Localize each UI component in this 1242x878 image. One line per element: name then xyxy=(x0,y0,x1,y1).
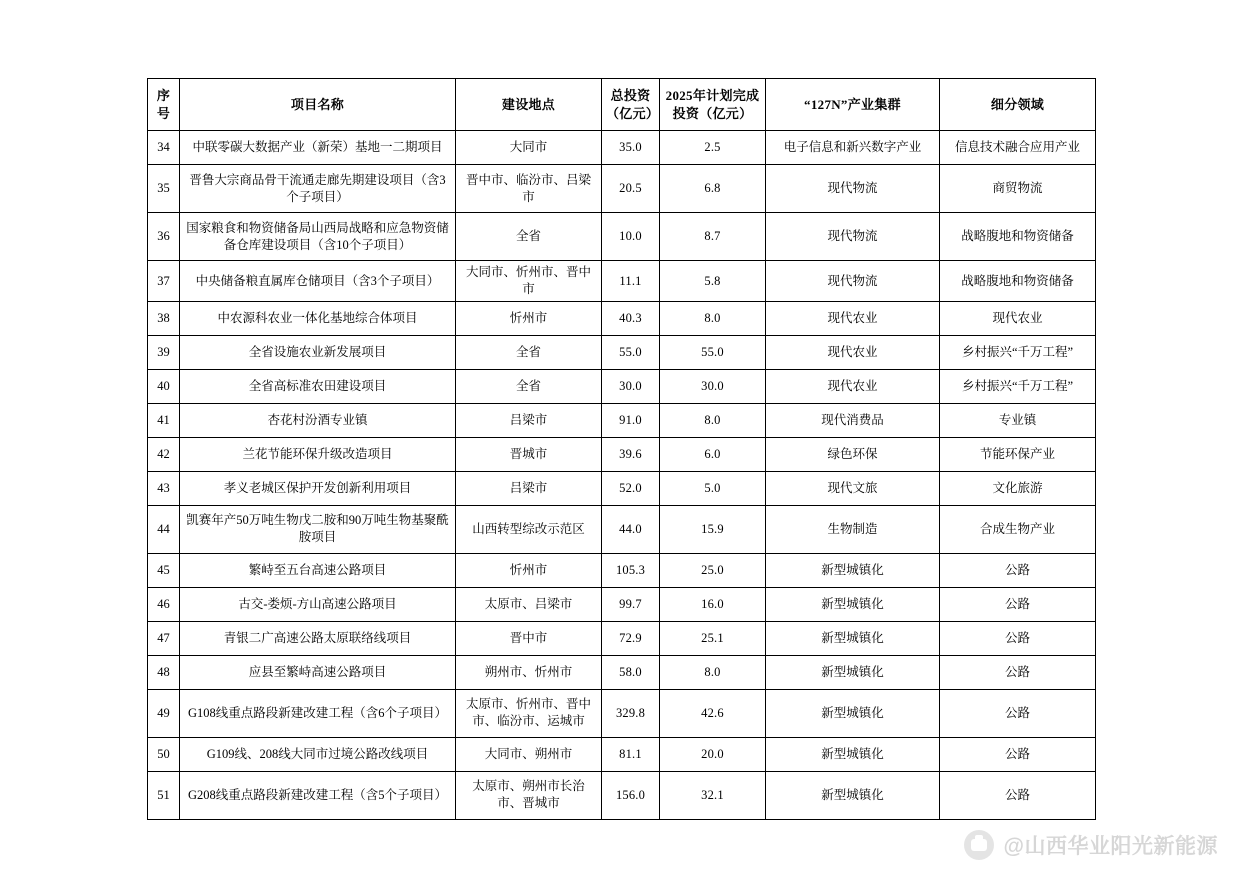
cell-project-name: G208线重点路段新建改建工程（含5个子项目） xyxy=(180,771,456,819)
cell-project-name: 晋鲁大宗商品骨干流通走廊先期建设项目（含3个子项目） xyxy=(180,165,456,213)
cell-plan-investment: 42.6 xyxy=(660,689,766,737)
cell-cluster: 绿色环保 xyxy=(766,437,940,471)
cell-field: 合成生物产业 xyxy=(940,505,1096,553)
cell-plan-investment: 20.0 xyxy=(660,737,766,771)
cell-field: 乡村振兴“千万工程” xyxy=(940,369,1096,403)
cell-seq: 38 xyxy=(148,301,180,335)
cell-seq: 42 xyxy=(148,437,180,471)
projects-table xyxy=(147,78,1096,820)
cell-total-investment: 10.0 xyxy=(602,213,660,261)
cell-seq: 40 xyxy=(148,369,180,403)
cell-place: 太原市、朔州市长治市、晋城市 xyxy=(456,771,602,819)
cell-field: 现代农业 xyxy=(940,301,1096,335)
cell-project-name: 国家粮食和物资储备局山西局战略和应急物资储备仓库建设项目（含10个子项目） xyxy=(180,213,456,261)
cell-total-investment: 40.3 xyxy=(602,301,660,335)
cell-project-name: 杏花村汾酒专业镇 xyxy=(180,403,456,437)
cell-seq: 46 xyxy=(148,587,180,621)
cell-seq: 36 xyxy=(148,213,180,261)
cell-project-name: 中农源科农业一体化基地综合体项目 xyxy=(180,301,456,335)
cell-seq: 39 xyxy=(148,335,180,369)
cell-seq: 44 xyxy=(148,505,180,553)
cell-project-name: 应县至繁峙高速公路项目 xyxy=(180,655,456,689)
cell-plan-investment: 8.0 xyxy=(660,655,766,689)
column-header-name: 项目名称 xyxy=(180,79,456,131)
cell-cluster: 现代文旅 xyxy=(766,471,940,505)
cell-total-investment: 39.6 xyxy=(602,437,660,471)
cell-total-investment: 44.0 xyxy=(602,505,660,553)
cell-cluster: 生物制造 xyxy=(766,505,940,553)
table-row xyxy=(148,131,1096,165)
cell-field: 公路 xyxy=(940,689,1096,737)
cell-field: 乡村振兴“千万工程” xyxy=(940,335,1096,369)
cell-project-name: 兰花节能环保升级改造项目 xyxy=(180,437,456,471)
column-header-total-investment: 总投资（亿元） xyxy=(602,79,660,131)
cell-plan-investment: 5.0 xyxy=(660,471,766,505)
cell-plan-investment: 55.0 xyxy=(660,335,766,369)
cell-total-investment: 35.0 xyxy=(602,131,660,165)
cell-seq: 35 xyxy=(148,165,180,213)
cell-plan-investment: 6.0 xyxy=(660,437,766,471)
table-row xyxy=(148,369,1096,403)
cell-project-name: G108线重点路段新建改建工程（含6个子项目） xyxy=(180,689,456,737)
cell-cluster: 现代物流 xyxy=(766,165,940,213)
cell-field: 专业镇 xyxy=(940,403,1096,437)
cell-plan-investment: 5.8 xyxy=(660,261,766,302)
cell-plan-investment: 30.0 xyxy=(660,369,766,403)
column-header-field: 细分领域 xyxy=(940,79,1096,131)
cell-project-name: 凯赛年产50万吨生物戊二胺和90万吨生物基聚酰胺项目 xyxy=(180,505,456,553)
cell-total-investment: 20.5 xyxy=(602,165,660,213)
cell-field: 文化旅游 xyxy=(940,471,1096,505)
cell-seq: 48 xyxy=(148,655,180,689)
cell-cluster: 新型城镇化 xyxy=(766,655,940,689)
cell-cluster: 现代农业 xyxy=(766,369,940,403)
cell-cluster: 现代消费品 xyxy=(766,403,940,437)
cell-place: 太原市、忻州市、晋中市、临汾市、运城市 xyxy=(456,689,602,737)
table-body xyxy=(148,131,1096,820)
cell-project-name: 繁峙至五台高速公路项目 xyxy=(180,553,456,587)
cell-plan-investment: 32.1 xyxy=(660,771,766,819)
table-row xyxy=(148,689,1096,737)
table-row xyxy=(148,621,1096,655)
cell-cluster: 新型城镇化 xyxy=(766,737,940,771)
cell-total-investment: 11.1 xyxy=(602,261,660,302)
cell-plan-investment: 8.0 xyxy=(660,403,766,437)
cell-project-name: 中央储备粮直属库仓储项目（含3个子项目） xyxy=(180,261,456,302)
table-row xyxy=(148,165,1096,213)
table-row xyxy=(148,655,1096,689)
cell-field: 公路 xyxy=(940,655,1096,689)
cell-field: 公路 xyxy=(940,587,1096,621)
cell-total-investment: 52.0 xyxy=(602,471,660,505)
cell-place: 山西转型综改示范区 xyxy=(456,505,602,553)
cell-place: 大同市 xyxy=(456,131,602,165)
cell-cluster: 现代物流 xyxy=(766,261,940,302)
table-row xyxy=(148,261,1096,302)
table-row xyxy=(148,471,1096,505)
watermark-handle: @山西华业阳光新能源 xyxy=(1003,835,1218,858)
cell-plan-investment: 8.7 xyxy=(660,213,766,261)
cell-plan-investment: 16.0 xyxy=(660,587,766,621)
cell-plan-investment: 25.0 xyxy=(660,553,766,587)
cell-place: 晋中市 xyxy=(456,621,602,655)
cell-place: 晋城市 xyxy=(456,437,602,471)
cell-cluster: 现代物流 xyxy=(766,213,940,261)
cell-cluster: 新型城镇化 xyxy=(766,587,940,621)
cell-place: 大同市、朔州市 xyxy=(456,737,602,771)
table-row xyxy=(148,771,1096,819)
cell-place: 忻州市 xyxy=(456,553,602,587)
cell-field: 节能环保产业 xyxy=(940,437,1096,471)
cell-seq: 45 xyxy=(148,553,180,587)
weibo-logo-icon xyxy=(964,830,994,860)
cell-total-investment: 105.3 xyxy=(602,553,660,587)
cell-project-name: 全省高标准农田建设项目 xyxy=(180,369,456,403)
cell-cluster: 现代农业 xyxy=(766,335,940,369)
cell-place: 朔州市、忻州市 xyxy=(456,655,602,689)
cell-field: 公路 xyxy=(940,771,1096,819)
cell-cluster: 新型城镇化 xyxy=(766,771,940,819)
cell-total-investment: 99.7 xyxy=(602,587,660,621)
cell-project-name: 古交-娄烦-方山高速公路项目 xyxy=(180,587,456,621)
cell-field: 公路 xyxy=(940,621,1096,655)
cell-seq: 51 xyxy=(148,771,180,819)
table-row xyxy=(148,437,1096,471)
cell-plan-investment: 8.0 xyxy=(660,301,766,335)
cell-cluster: 电子信息和新兴数字产业 xyxy=(766,131,940,165)
cell-project-name: 青银二广高速公路太原联络线项目 xyxy=(180,621,456,655)
table-row xyxy=(148,335,1096,369)
cell-field: 公路 xyxy=(940,737,1096,771)
cell-seq: 41 xyxy=(148,403,180,437)
column-header-seq: 序号 xyxy=(148,79,180,131)
cell-seq: 50 xyxy=(148,737,180,771)
cell-project-name: 全省设施农业新发展项目 xyxy=(180,335,456,369)
watermark xyxy=(964,830,1218,860)
cell-project-name: 中联零碳大数据产业（新荣）基地一二期项目 xyxy=(180,131,456,165)
cell-seq: 37 xyxy=(148,261,180,302)
cell-total-investment: 156.0 xyxy=(602,771,660,819)
cell-place: 晋中市、临汾市、吕梁市 xyxy=(456,165,602,213)
column-header-place: 建设地点 xyxy=(456,79,602,131)
table-row xyxy=(148,403,1096,437)
cell-place: 吕梁市 xyxy=(456,403,602,437)
cell-seq: 49 xyxy=(148,689,180,737)
cell-field: 商贸物流 xyxy=(940,165,1096,213)
cell-cluster: 新型城镇化 xyxy=(766,621,940,655)
cell-place: 吕梁市 xyxy=(456,471,602,505)
cell-total-investment: 30.0 xyxy=(602,369,660,403)
cell-seq: 34 xyxy=(148,131,180,165)
cell-field: 战略腹地和物资储备 xyxy=(940,261,1096,302)
cell-place: 全省 xyxy=(456,369,602,403)
cell-place: 忻州市 xyxy=(456,301,602,335)
cell-total-investment: 91.0 xyxy=(602,403,660,437)
cell-total-investment: 72.9 xyxy=(602,621,660,655)
table-row xyxy=(148,737,1096,771)
table-row xyxy=(148,553,1096,587)
column-header-cluster: “127N”产业集群 xyxy=(766,79,940,131)
table-row xyxy=(148,301,1096,335)
cell-project-name: G109线、208线大同市过境公路改线项目 xyxy=(180,737,456,771)
cell-field: 公路 xyxy=(940,553,1096,587)
cell-place: 太原市、吕梁市 xyxy=(456,587,602,621)
cell-seq: 47 xyxy=(148,621,180,655)
cell-cluster: 新型城镇化 xyxy=(766,689,940,737)
cell-total-investment: 329.8 xyxy=(602,689,660,737)
table-row xyxy=(148,505,1096,553)
cell-total-investment: 81.1 xyxy=(602,737,660,771)
table-header xyxy=(148,79,1096,131)
cell-plan-investment: 6.8 xyxy=(660,165,766,213)
table-row xyxy=(148,213,1096,261)
cell-plan-investment: 2.5 xyxy=(660,131,766,165)
cell-cluster: 现代农业 xyxy=(766,301,940,335)
cell-seq: 43 xyxy=(148,471,180,505)
cell-place: 大同市、忻州市、晋中市 xyxy=(456,261,602,302)
cell-plan-investment: 15.9 xyxy=(660,505,766,553)
cell-field: 战略腹地和物资储备 xyxy=(940,213,1096,261)
cell-place: 全省 xyxy=(456,213,602,261)
column-header-plan-investment: 2025年计划完成投资（亿元） xyxy=(660,79,766,131)
cell-place: 全省 xyxy=(456,335,602,369)
cell-project-name: 孝义老城区保护开发创新利用项目 xyxy=(180,471,456,505)
cell-cluster: 新型城镇化 xyxy=(766,553,940,587)
cell-total-investment: 58.0 xyxy=(602,655,660,689)
table-row xyxy=(148,587,1096,621)
cell-plan-investment: 25.1 xyxy=(660,621,766,655)
cell-field: 信息技术融合应用产业 xyxy=(940,131,1096,165)
cell-total-investment: 55.0 xyxy=(602,335,660,369)
